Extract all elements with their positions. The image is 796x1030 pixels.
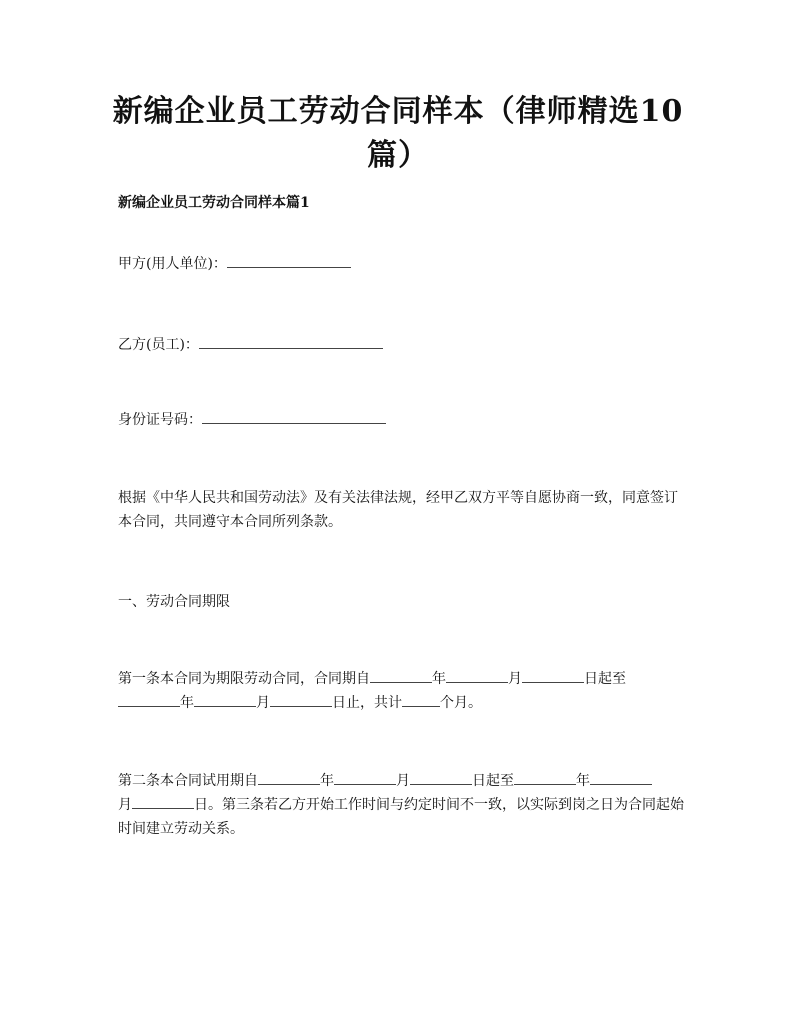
document-title: 新编企业员工劳动合同样本（律师精选10篇） — [112, 94, 684, 173]
party-b-line — [118, 333, 688, 357]
blank — [590, 770, 652, 785]
blank — [118, 692, 180, 707]
article-2-line-2: 月 日。第三条若乙方开始工作时间与约定时间不一致，以实际到岗之日为合同起始时间建立劳动关系。 — [118, 793, 684, 841]
blank — [194, 692, 256, 707]
id-number-label: 身份证号码： — [118, 412, 202, 428]
party-b-label: 乙方(员工)： — [118, 337, 199, 353]
blank — [522, 668, 584, 683]
id-number-line — [118, 408, 688, 432]
id-number-blank — [202, 409, 386, 424]
party-a-blank — [227, 253, 351, 268]
party-b-blank — [199, 334, 383, 349]
preamble-paragraph: 根据《中华人民共和国劳动法》及有关法律法规，经甲乙双方平等自愿协商一致，同意签订本合同，共同遵守本合同所列条款。 — [118, 490, 678, 530]
blank — [132, 794, 194, 809]
article-1-line-1: 第一条本合同为期限劳动合同，合同期自 年 月 日起至 — [118, 667, 688, 691]
section-title: 新编企业员工劳动合同样本篇1 — [118, 195, 310, 211]
party-a-line — [118, 252, 688, 276]
blank — [270, 692, 332, 707]
blank — [258, 770, 320, 785]
blank — [334, 770, 396, 785]
blank — [410, 770, 472, 785]
blank — [402, 692, 440, 707]
article-2-line-1: 第二条本合同试用期自 年 月 日起至 年 — [118, 769, 688, 793]
blank — [514, 770, 576, 785]
blank — [446, 668, 508, 683]
party-a-label: 甲方(用人单位)： — [118, 256, 227, 272]
article-1-line-2: 年 月 日止，共计 个月。 — [118, 691, 688, 715]
blank — [370, 668, 432, 683]
chapter-heading: 一、劳动合同期限 — [118, 594, 230, 610]
